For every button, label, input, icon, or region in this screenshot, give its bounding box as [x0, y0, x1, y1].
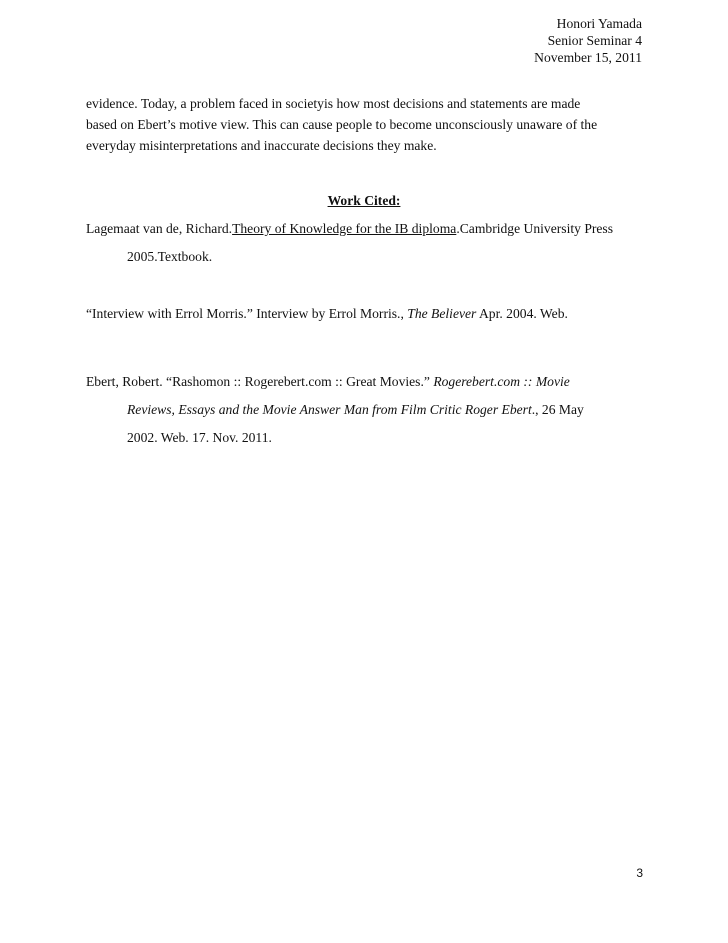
citation-continuation: 2005.Textbook.: [127, 249, 213, 264]
citation-title: Theory of Knowledge for the IB diploma: [232, 221, 457, 236]
citation-author: Lagemaat van de, Richard.: [86, 221, 233, 236]
citation-publisher: .Cambridge University Press: [456, 221, 614, 236]
citation-title: The Believer: [407, 306, 477, 321]
citation-entry-3: [86, 368, 656, 452]
header-date: November 15, 2011: [534, 50, 642, 65]
citation-text: Ebert, Robert. “Rashomon :: Rogerebert.com :: Great Movies.”: [86, 374, 434, 389]
body-line: evidence. Today, a problem faced in societyis how most decisions and statements are made: [86, 96, 581, 111]
citation-text: Apr. 2004. Web.: [476, 306, 568, 321]
citation-text: ., 26 May: [531, 402, 584, 417]
body-line: based on Ebert’s motive view. This can cause people to become unconsciously unaware of the: [86, 117, 598, 132]
author-name: Honori Yamada: [556, 16, 642, 31]
body-paragraph: [86, 93, 646, 156]
citation-title: Reviews, Essays and the Movie Answer Man from Film Critic Roger Ebert: [127, 402, 532, 417]
page-header: [534, 15, 642, 66]
works-cited-heading: Work Cited:: [327, 193, 401, 208]
citation-entry-2: [86, 300, 656, 328]
citation-continuation: 2002. Web. 17. Nov. 2011.: [127, 430, 272, 445]
body-line: everyday misinterpretations and inaccurate decisions they make.: [86, 138, 437, 153]
citation-entry-1: [86, 215, 656, 271]
course-name: Senior Seminar 4: [547, 33, 642, 48]
citation-title: Rogerebert.com :: Movie: [433, 374, 570, 389]
citation-text: “Interview with Errol Morris.” Interview by Errol Morris.,: [86, 306, 408, 321]
page-number: 3: [636, 866, 643, 880]
